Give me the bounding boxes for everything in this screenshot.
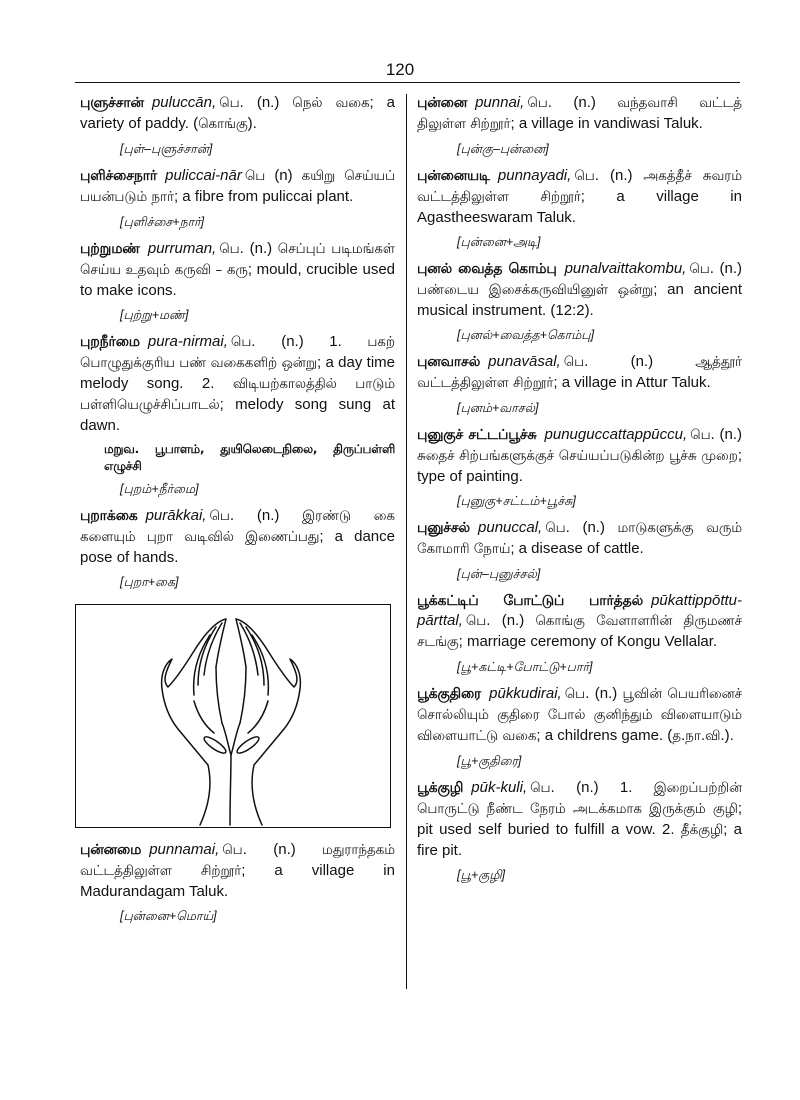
headword: புனுகுச் சட்டப்பூச்சு [417,427,537,443]
transliteration: punuguccattappūccu, [544,426,688,443]
left-entries-bottom [80,840,395,925]
etymology: [புனம்+வாசல்] [457,401,539,415]
etymology: [புனல்+வைத்த+கொம்பு] [457,328,595,342]
dictionary-entry [417,425,742,510]
right-entries [417,93,742,884]
definition: பெ. (n.) இரண்டு கை களையும் புறா வடிவில் இணைப்பது; a dance pose of hands. [80,507,395,566]
dictionary-entry [80,506,395,591]
definition: பெ. (n.) 1. இறைப்பற்றின் பொருட்டு நீண்ட நேரம் அடக்கமாக இருக்கும் குழி; pit used self buried to fulfill a vow. 2. தீக்குழி; a fire pit. [417,779,742,859]
etymology: [புன்னை+மொய்] [120,909,217,923]
hand-pose-illustration [75,604,391,828]
entry-text [417,352,742,394]
definition: பெ. (n.) வந்தவாசி வட்டத் திலுள்ள சிற்றூர்; a village in vandiwasi Taluk. [417,94,742,132]
etymology: [புன்னை+அடி] [457,235,541,249]
definition: பெ. (n.) செப்புப் படிமங்கள் செய்ய உதவும் கருவி – கரு; mould, crucible used to make icons. [80,240,396,299]
entry-text [80,840,395,902]
page-number: 120 [385,60,415,79]
etymology: [புற்று+மண்] [120,308,189,322]
headword: புனுச்சல் [417,520,471,536]
etymology: [பூ+குழி] [457,868,506,882]
entry-text [417,425,742,487]
entry-text [80,93,395,135]
dictionary-entry [417,684,742,770]
headword: பூக்குதிரை [417,686,482,702]
dictionary-entry [417,259,742,344]
etymology: [புள்–புளுச்சான்] [120,142,213,156]
transliteration: punnayadi, [497,167,572,184]
entry-text [80,332,395,436]
entry-text [80,239,395,301]
etymology: [பூ+கட்டி+போட்டு+பார்] [457,660,593,674]
dictionary-entry [80,239,395,324]
definition: பெ. (n.) மாடுகளுக்கு வரும் கோமாரி நோய்; a disease of cattle. [417,519,742,557]
left-column [80,93,395,933]
headword: புனல் வைத்த கொம்பு [417,261,557,277]
left-entries-top [80,93,395,591]
headword: புன்னை [417,95,468,111]
transliteration: purākkai, [145,507,207,524]
column-divider [406,94,407,989]
transliteration: puliccai-nār [165,167,242,184]
transliteration: puluccān, [151,94,217,111]
dictionary-entry [417,518,742,583]
headword: புனவாசல் [417,354,481,370]
headword: புன்னையடி [417,168,490,184]
synonyms: மறுவ. பூபாளம், துயிலெடைநிலை, திருப்பள்ளி எழுச்சி [104,442,395,473]
entry-text [417,259,742,321]
etymology: [புறம்+நீர்மை] [120,482,199,496]
transliteration: pura-nirmai, [147,333,228,350]
dictionary-entry [417,93,742,158]
headword: புறநீர்மை [80,334,140,350]
definition: பெ (n) கயிறு செய்யப் பயன்படும் நார்; a fibre from puliccai plant. [80,167,395,205]
headword: புற்றுமண் [80,241,140,257]
headword: புளிச்சைநார் [80,168,158,184]
transliteration: punalvaittakombu, [564,260,687,277]
entry-text [417,166,742,228]
praying-hands-icon [76,605,390,827]
header-rule [75,82,740,83]
right-column [417,93,742,892]
headword: புன்னமை [80,842,142,858]
dictionary-entry [80,332,395,498]
transliteration: punnai, [475,94,525,111]
entry-text [417,778,742,861]
entry-text [417,591,742,653]
definition: பெ. (n.) அகத்தீச் சுவரம் வட்டத்திலுள்ள சிற்றூர்; a village in Agastheeswaram Taluk. [417,167,742,226]
dictionary-entry [80,93,395,158]
transliteration: pūkattippōttu-pārttal, [417,592,742,629]
transliteration: pūk-kuli, [471,779,528,796]
etymology: [புறா+கை] [120,575,179,589]
entry-text [417,684,742,747]
definition: பெ. (n.) நெல் வகை; a variety of paddy. (கொங்கு). [80,94,395,132]
transliteration: purruman, [147,240,217,257]
transliteration: punnamai, [149,841,220,858]
dictionary-entry [417,166,742,251]
etymology: [புனுகு+சட்டம்+பூச்சு] [457,494,576,508]
etymology: [புன்–புனுச்சல்] [457,567,541,581]
dictionary-entry [417,778,742,884]
definition: பெ. (n.) மதுராந்தகம் வட்டத்திலுள்ள சிற்றூர்; a village in Madurandagam Taluk. [80,841,396,900]
etymology: [புன்கு–புன்னை] [457,142,549,156]
transliteration: pūkkudirai, [489,685,562,702]
etymology: [பூ+குதிரை] [457,754,522,768]
dictionary-entry [417,352,742,417]
dictionary-entry [80,840,395,925]
transliteration: punuccal, [478,519,543,536]
entry-text [417,518,742,560]
definition: பெ. (n.) கொங்கு வேளாளரின் திருமணச் சடங்கு; marriage ceremony of Kongu Vellalar. [417,612,743,650]
dictionary-entry [80,166,395,231]
headword: பூக்குழி [417,780,464,796]
entry-text [80,506,395,568]
transliteration: punavāsal, [488,353,561,370]
headword: புறாக்கை [80,508,138,524]
entry-text [80,166,395,208]
headword: பூக்கட்டிப் போட்டுப் பார்த்தல் [417,593,644,609]
etymology: [புளிச்சை+நார்] [120,215,205,229]
definition: பெ. (n.) பண்டைய இசைக்கருவியினுள் ஒன்று; an ancient musical instrument. (12:2). [417,260,742,319]
dictionary-entry [417,591,742,676]
definition: பெ. (n.) 1. பகற் பொழுதுக்குரிய பண் வகைகளிற் ஒன்று; a day time melody song. 2. விடியற்காலத்தில் பாடும் பள்ளியெழுச்சிப்பாடல்; melody song sung at dawn. [80,333,396,434]
headword: புளுச்சான் [80,95,144,111]
definition: பெ. (n.) சுதைச் சிற்பங்களுக்குச் செய்யப்படுகின்ற பூச்சு முறை; type of painting. [417,426,743,485]
definition: பெ. (n.) ஆத்தூர் வட்டத்திலுள்ள சிற்றூர்; a village in Attur Taluk. [417,353,742,391]
entry-text [417,93,742,135]
definition: பெ. (n.) பூவின் பெயரினைச் சொல்லியும் குதிரை போல் குனிந்தும் விளையாடும் விளையாட்டு வகை; a childrens game. (த.நா.வி.). [417,685,742,744]
